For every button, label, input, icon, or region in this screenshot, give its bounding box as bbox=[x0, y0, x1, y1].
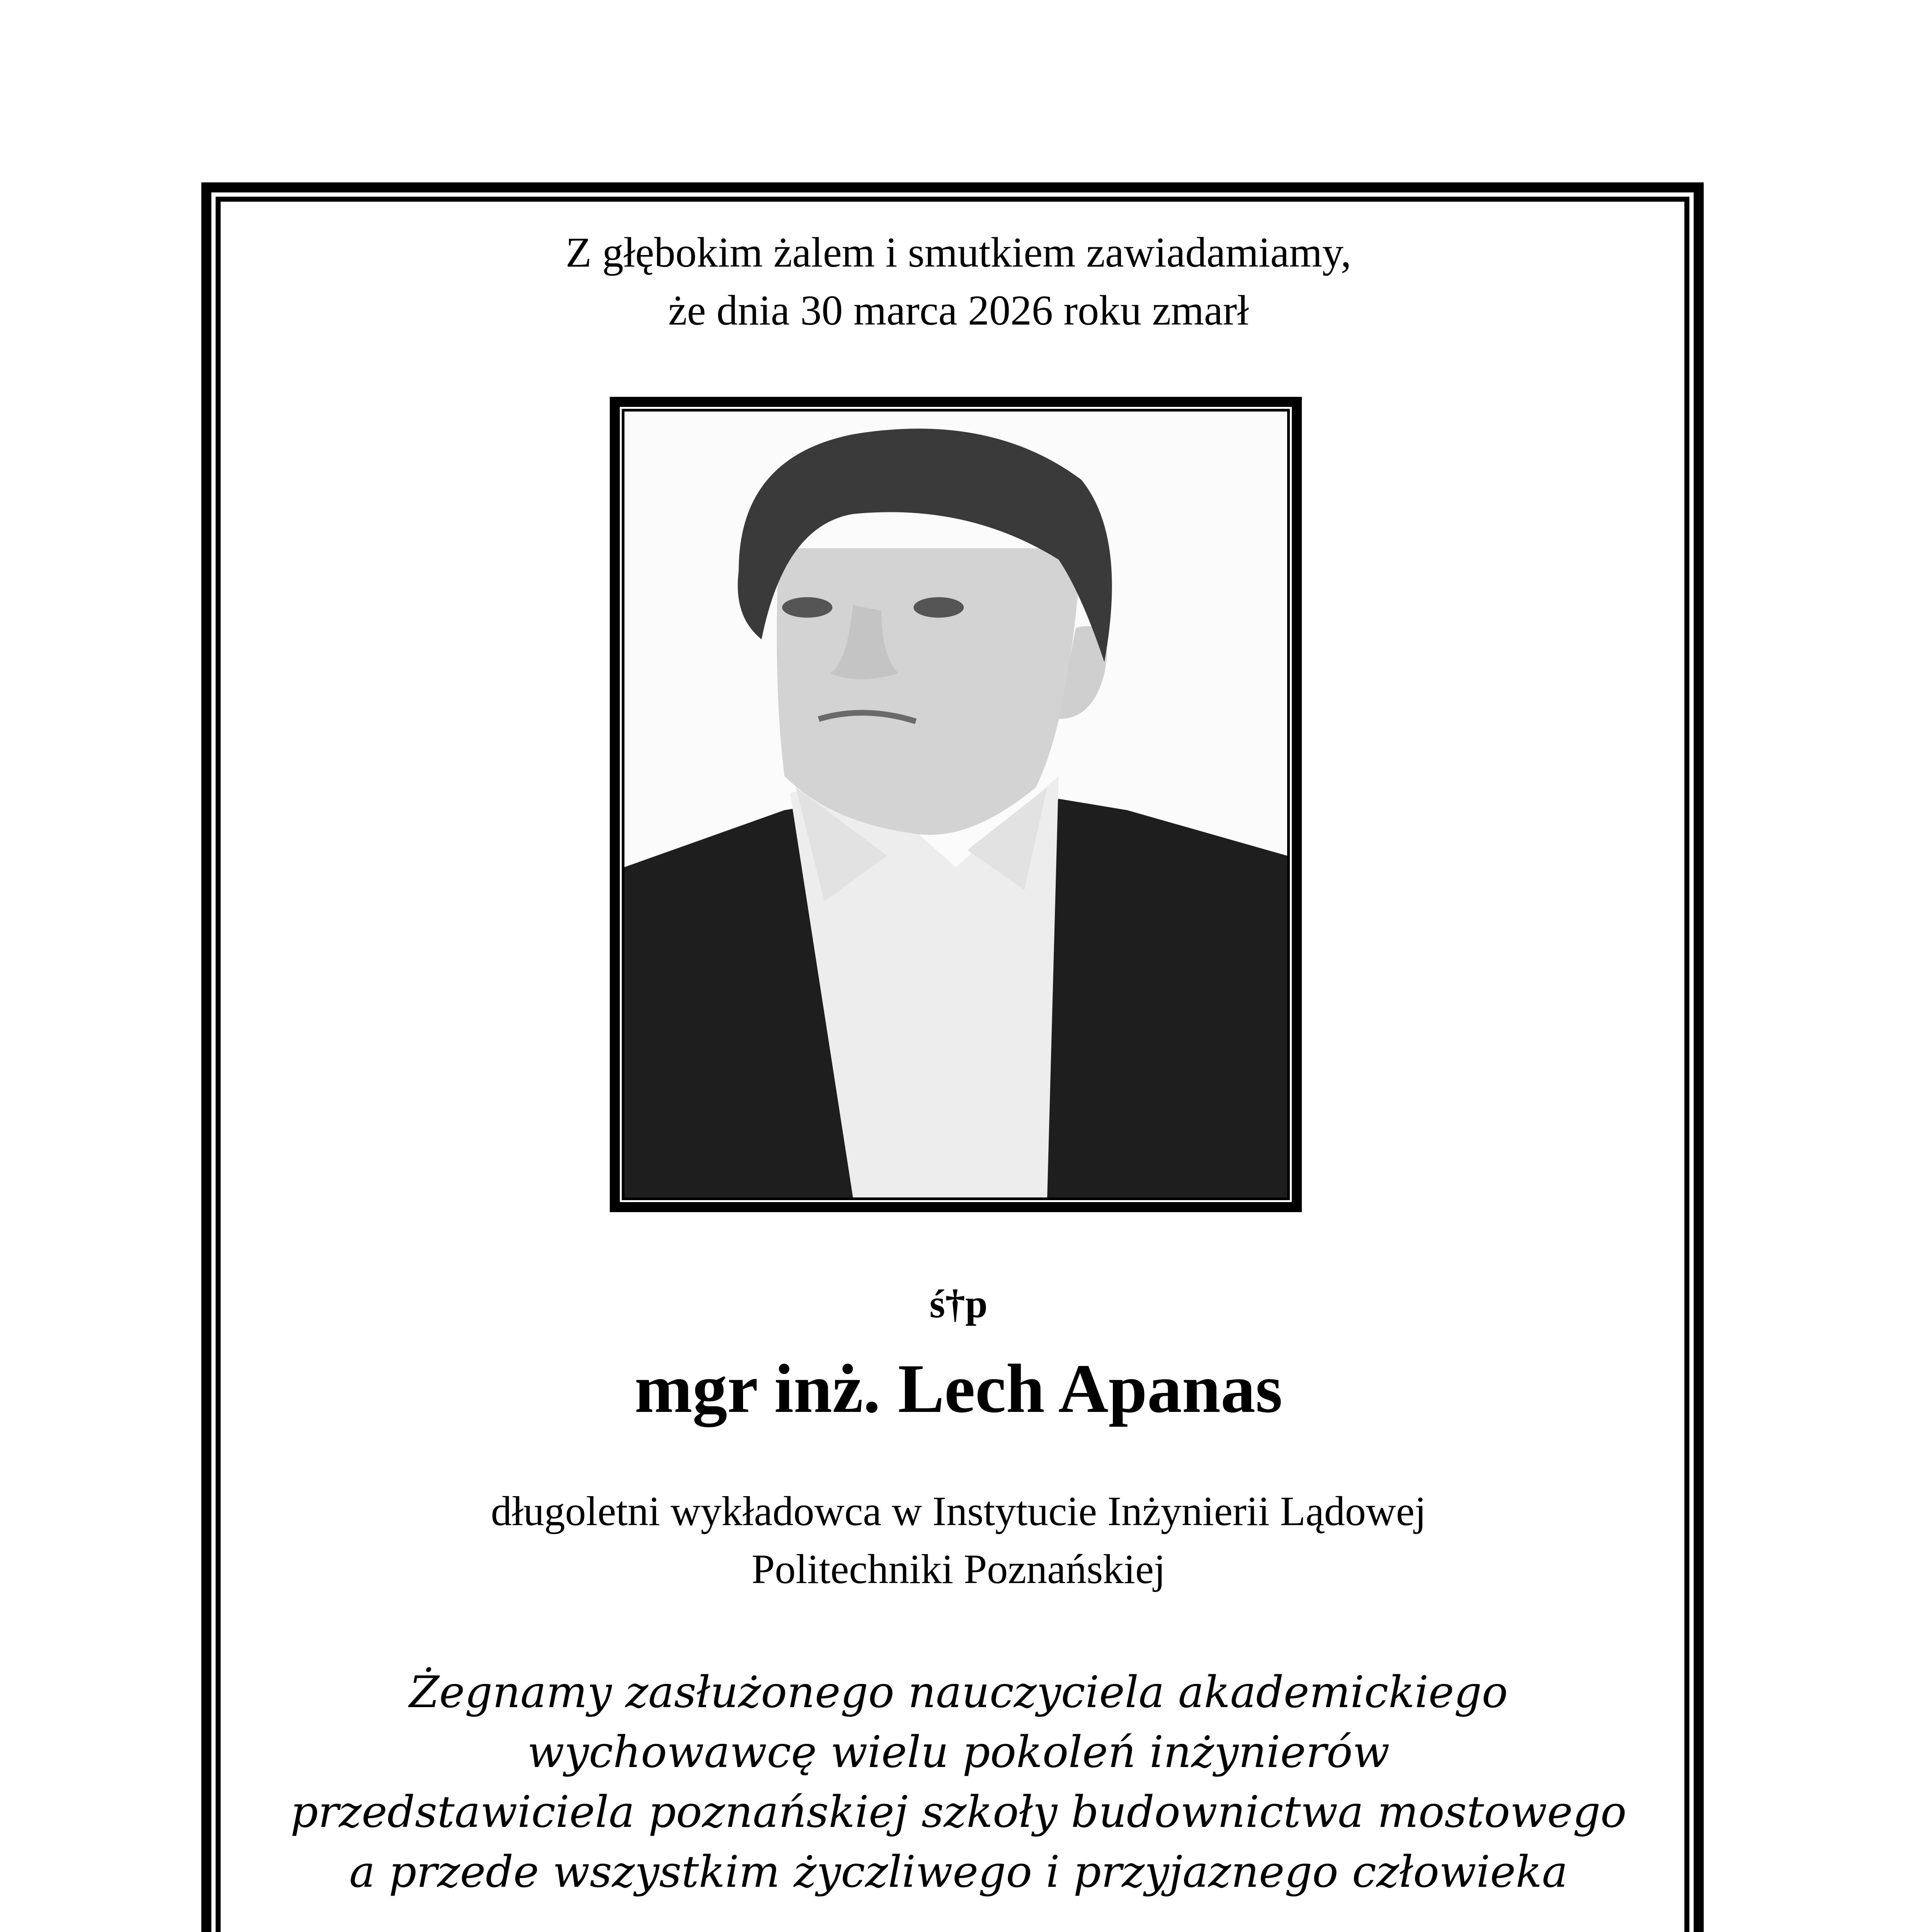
farewell-line-4: a przede wszystkim życzliwego i przyjaznego człowieka bbox=[349, 1847, 1568, 1897]
farewell-line-3: przedstawiciela poznańskiej szkoły budownictwa mostowego bbox=[290, 1787, 1627, 1837]
deceased-name: mgr inż. Lech Apanas bbox=[634, 1350, 1283, 1427]
role-line-2: Politechniki Poznańskiej bbox=[752, 1546, 1165, 1592]
farewell-line-2: wychowawcę wielu pokoleń inżynierów bbox=[527, 1727, 1390, 1777]
intro-line-1: Z głębokim żalem i smutkiem zawiadamiamy, bbox=[565, 229, 1352, 276]
portrait-illustration bbox=[624, 412, 1287, 1197]
portrait-photo bbox=[622, 409, 1290, 1200]
farewell-line-1: Żegnamy zasłużonego nauczyciela akademickiego bbox=[409, 1667, 1508, 1718]
role-line-1: długoletni wykładowca w Instytucie Inżynierii Lądowej bbox=[491, 1488, 1426, 1534]
honorific-sp: ś†p bbox=[929, 1282, 988, 1326]
intro-line-2: że dnia 30 marca 2026 roku zmarł bbox=[668, 287, 1249, 334]
